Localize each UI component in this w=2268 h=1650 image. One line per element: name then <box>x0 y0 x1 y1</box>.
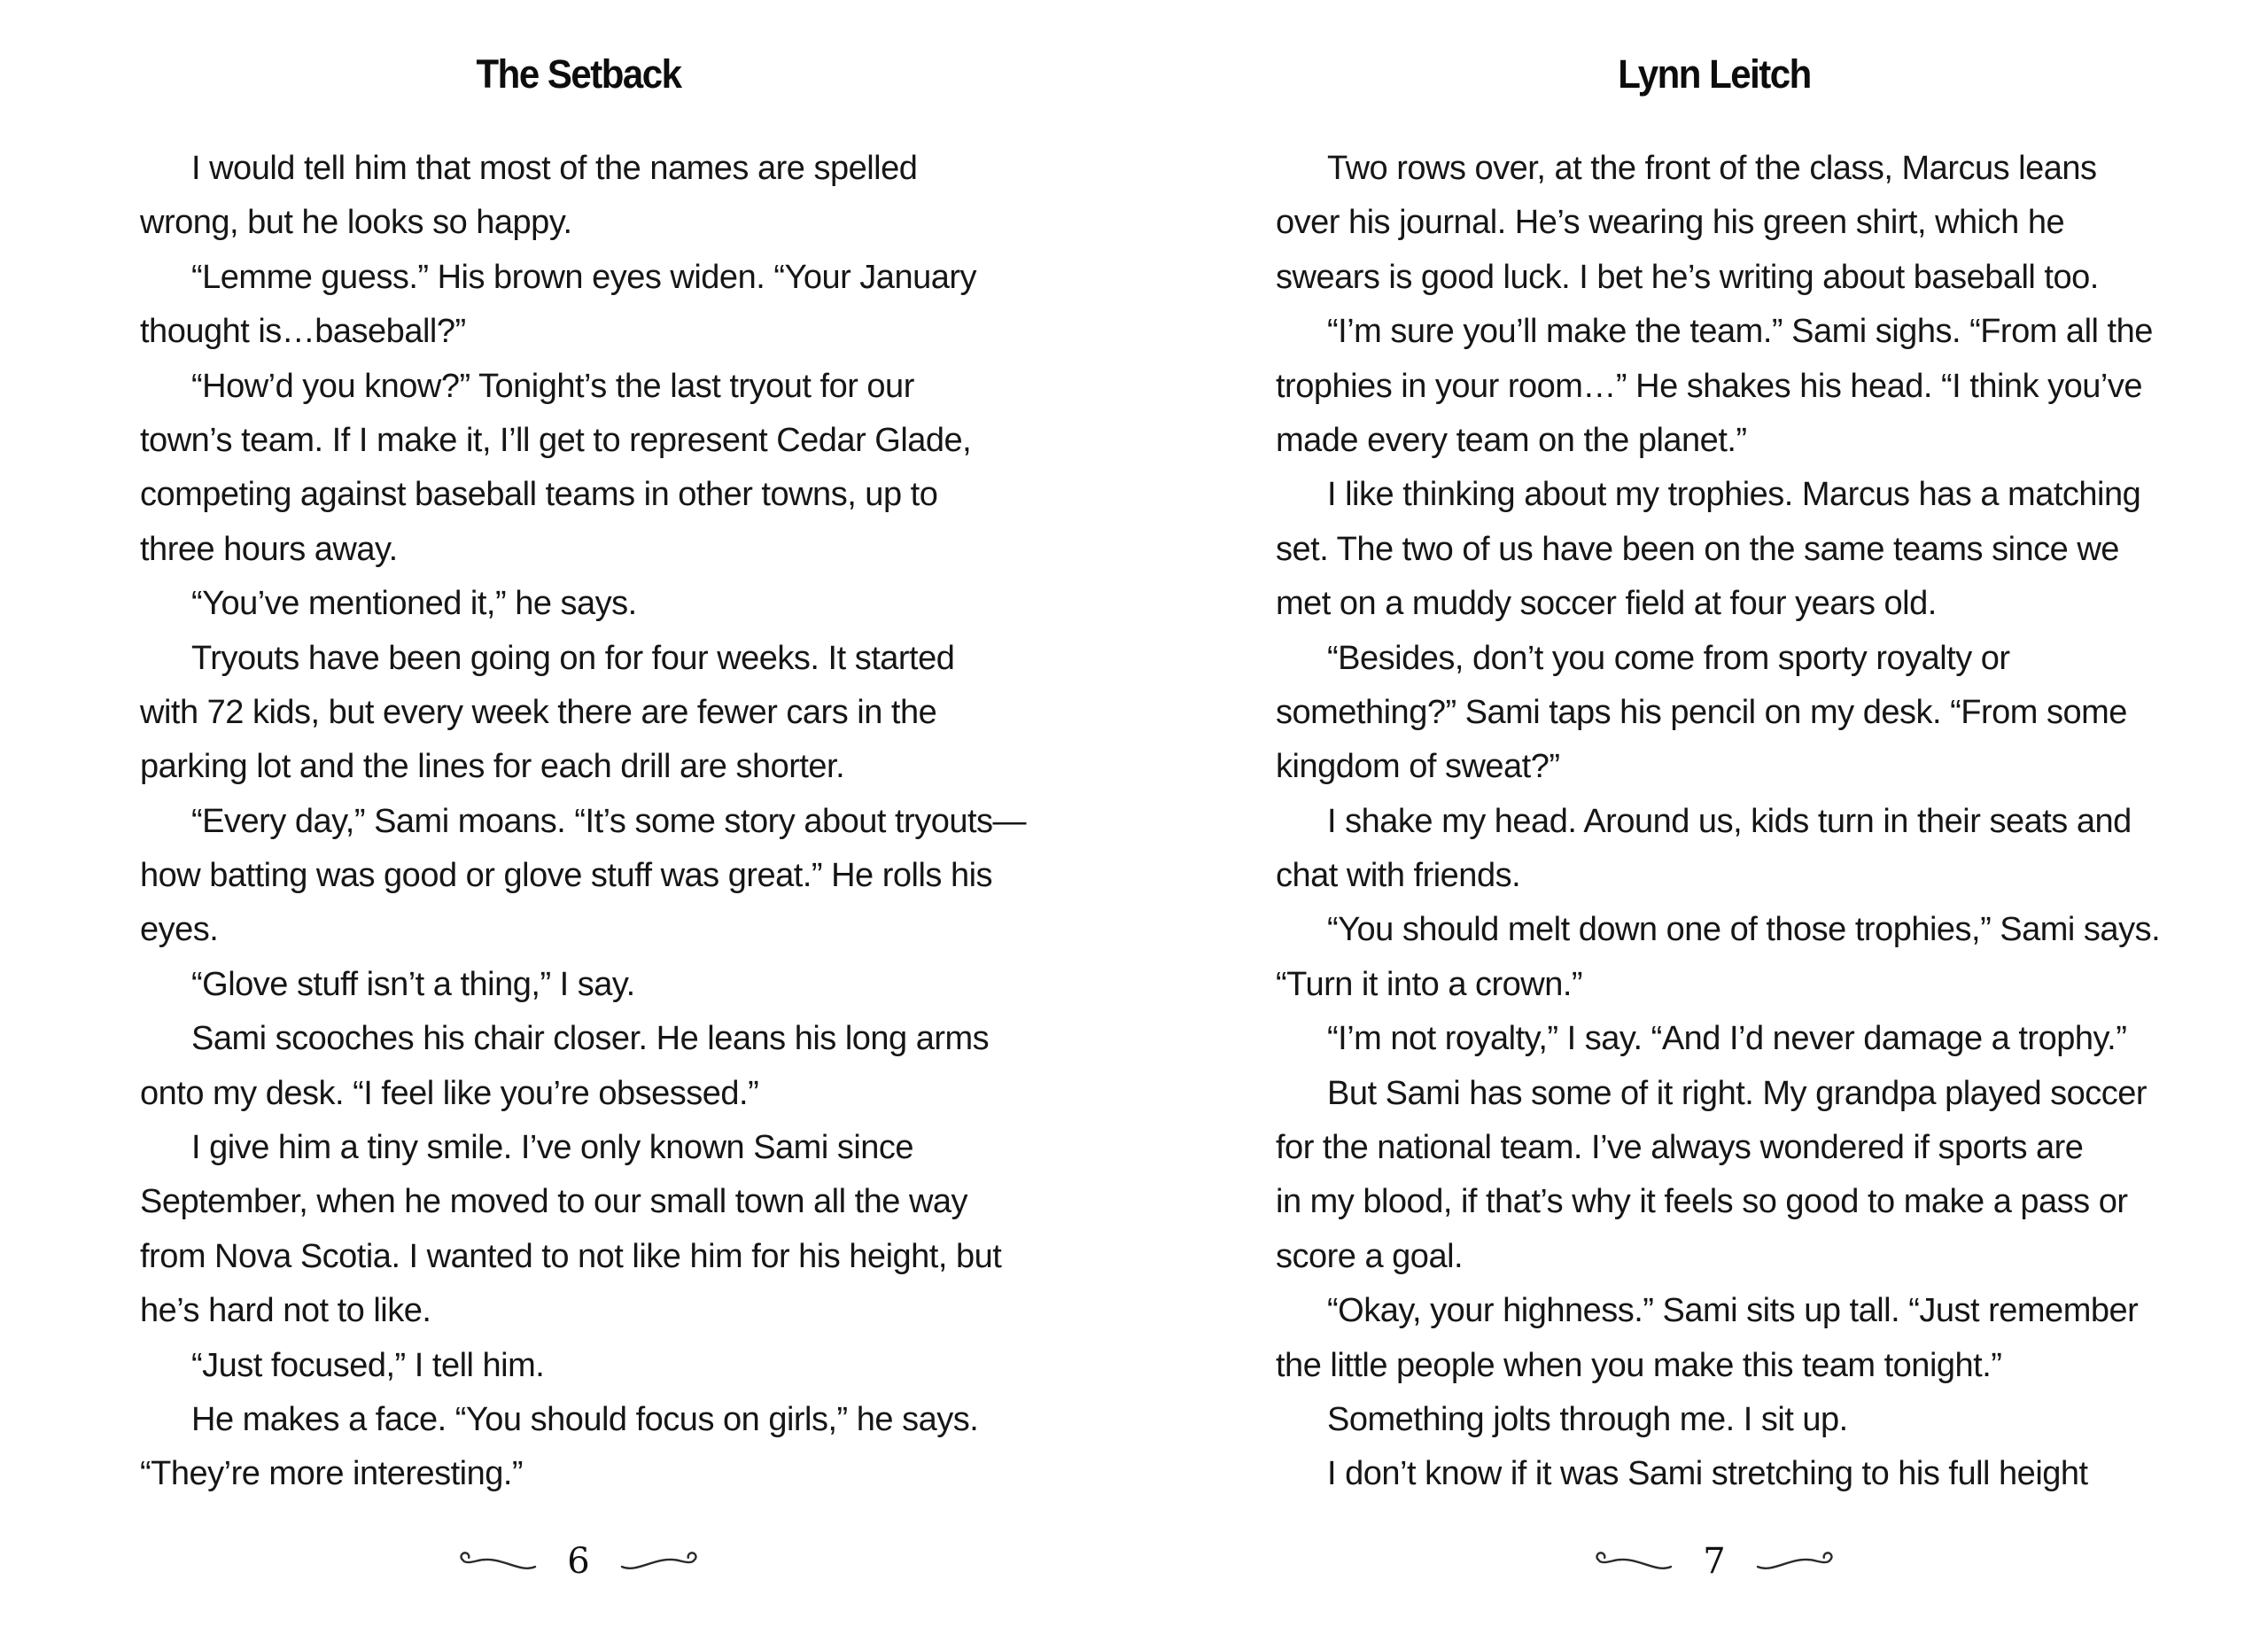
text-line: “How’d you know?” Tonight’s the last tryout for our <box>191 367 914 405</box>
text-line: something?” Sami taps his pencil on my desk. “From some <box>1276 693 2127 731</box>
text-line: set. The two of us have been on the same teams since we <box>1276 530 2119 568</box>
text-line: score a goal. <box>1276 1237 1464 1275</box>
text-line: he’s hard not to like. <box>140 1292 431 1330</box>
text-line: parking lot and the lines for each drill are shorter. <box>140 748 845 786</box>
page-body-left <box>140 142 1027 1502</box>
text-line: But Sami has some of it right. My grandpa played soccer <box>1327 1074 2148 1112</box>
text-line: three hours away. <box>140 530 398 568</box>
text-line: Sami scooches his chair closer. He leans his long arms <box>191 1020 990 1058</box>
text-line: “Turn it into a crown.” <box>1276 965 1583 1003</box>
page-body-right <box>1276 142 2161 1502</box>
flourish-left-icon <box>455 1552 537 1575</box>
text-line: made every team on the planet.” <box>1276 421 1747 459</box>
text-line: “They’re more interesting.” <box>140 1455 524 1493</box>
text-line: how batting was good or glove stuff was great.” He rolls his <box>140 857 993 895</box>
text-line: met on a muddy soccer field at four years old. <box>1276 585 1937 623</box>
text-line: “You’ve mentioned it,” he says. <box>191 585 637 623</box>
text-line: I shake my head. Around us, kids turn in their seats and <box>1327 802 2132 840</box>
text-line: I would tell him that most of the names are spelled <box>191 150 918 187</box>
text-line: “Just focused,” I tell him. <box>191 1346 545 1384</box>
page-footer-left <box>140 1541 1017 1583</box>
page-left <box>140 0 1027 1650</box>
flourish-right-icon <box>1756 1552 1837 1575</box>
text-line: September, when he moved to our small town all the way <box>140 1183 968 1221</box>
text-line: “Every day,” Sami moans. “It’s some story about tryouts— <box>191 802 1027 840</box>
page-footer-right <box>1276 1541 2153 1583</box>
text-line: chat with friends. <box>1276 857 1521 895</box>
text-line: for the national team. I’ve always wondered if sports are <box>1276 1129 2084 1167</box>
chapter-title: The Setback <box>476 51 681 97</box>
text-line: “Glove stuff isn’t a thing,” I say. <box>191 965 635 1003</box>
text-line: eyes. <box>140 911 219 949</box>
text-line: “Lemme guess.” His brown eyes widen. “Your January <box>191 258 976 296</box>
text-line: I give him a tiny smile. I’ve only known Sami since <box>191 1129 914 1167</box>
text-line: trophies in your room…” He shakes his head. “I think you’ve <box>1276 367 2142 405</box>
text-line: He makes a face. “You should focus on girls,” he says. <box>191 1400 979 1438</box>
text-line: I like thinking about my trophies. Marcus has a matching <box>1327 476 2141 514</box>
text-line: Two rows over, at the front of the class, Marcus leans <box>1327 150 2097 187</box>
page-number: 7 <box>1703 1541 1726 1582</box>
text-line: “Okay, your highness.” Sami sits up tall. “Just remember <box>1327 1292 2139 1330</box>
text-line: thought is…baseball?” <box>140 313 466 351</box>
author-name: Lynn Leitch <box>1618 51 1811 97</box>
text-line: “You should melt down one of those trophies,” Sami says. <box>1327 911 2161 949</box>
text-line: wrong, but he looks so happy. <box>140 204 572 242</box>
text-line: onto my desk. “I feel like you’re obsessed.” <box>140 1074 759 1112</box>
page-number: 6 <box>567 1541 590 1582</box>
text-line: “I’m sure you’ll make the team.” Sami sighs. “From all the <box>1327 313 2153 351</box>
text-line: in my blood, if that’s why it feels so good to make a pass or <box>1276 1183 2128 1221</box>
text-line: swears is good luck. I bet he’s writing about baseball too. <box>1276 258 2099 296</box>
text-line: town’s team. If I make it, I’ll get to represent Cedar Glade, <box>140 421 972 459</box>
text-line: the little people when you make this team tonight.” <box>1276 1346 2002 1384</box>
text-line: with 72 kids, but every week there are fewer cars in the <box>140 693 937 731</box>
text-line: “Besides, don’t you come from sporty royalty or <box>1327 639 2010 677</box>
flourish-right-icon <box>620 1552 702 1575</box>
text-line: competing against baseball teams in other towns, up to <box>140 476 938 514</box>
text-line: from Nova Scotia. I wanted to not like him for his height, but <box>140 1237 1002 1275</box>
text-line: Something jolts through me. I sit up. <box>1327 1400 1848 1438</box>
text-line: kingdom of sweat?” <box>1276 748 1560 786</box>
text-line: I don’t know if it was Sami stretching to his full height <box>1327 1455 2088 1493</box>
text-line: “I’m not royalty,” I say. “And I’d never damage a trophy.” <box>1327 1020 2127 1058</box>
flourish-left-icon <box>1591 1552 1673 1575</box>
page-right <box>1276 0 2161 1650</box>
text-line: Tryouts have been going on for four weeks. It started <box>191 639 955 677</box>
text-line: over his journal. He’s wearing his green shirt, which he <box>1276 204 2065 242</box>
